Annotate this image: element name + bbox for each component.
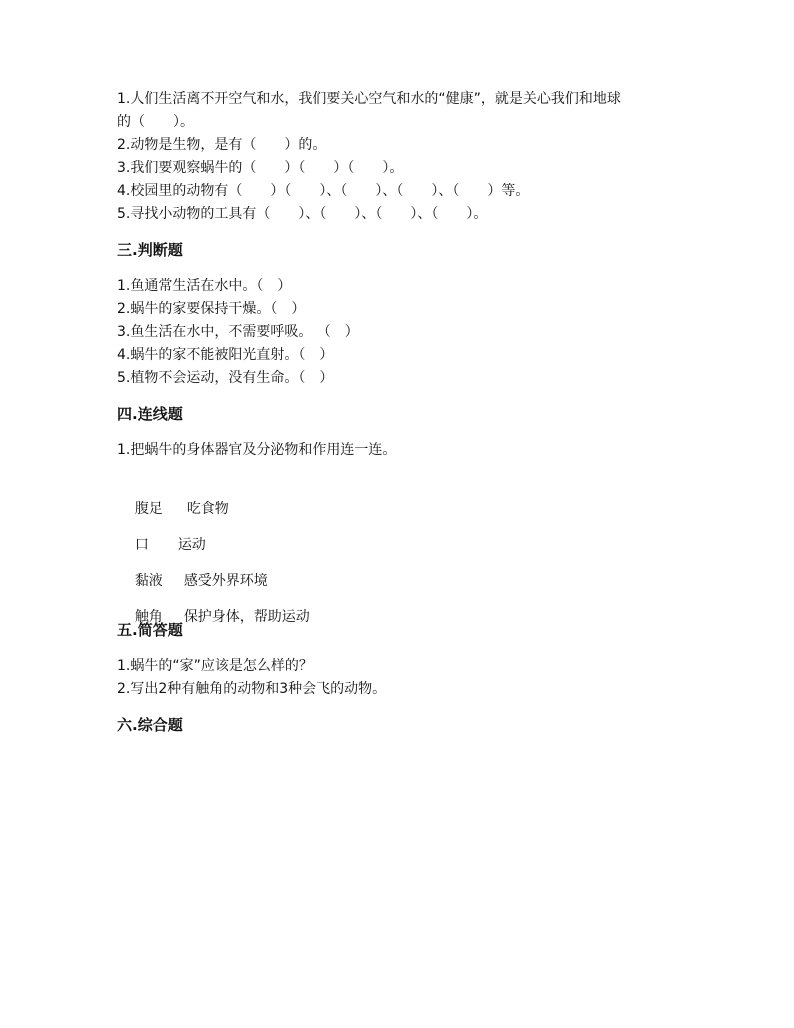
matching-right: 感受外界环境 (183, 573, 268, 589)
fill-blank-item-1-cont: 的（ ）。 (117, 114, 194, 130)
true-false-item-2: 2.蜗牛的家要保持干燥。（ ） (117, 301, 306, 317)
matching-question: 1.把蜗牛的身体器官及分泌物和作用连一连。 (117, 442, 397, 458)
true-false-section (117, 275, 717, 390)
matching-left: 黏液 (134, 573, 163, 589)
matching-left: 腹足 (134, 501, 163, 517)
matching-right: 吃食物 (186, 501, 229, 517)
true-false-item-1: 1.鱼通常生活在水中。（ ） (117, 278, 292, 294)
matching-right: 保护身体，帮助运动 (183, 609, 310, 625)
true-false-item-5: 5.植物不会运动，没有生命。（ ） (117, 370, 334, 386)
short-answer-item-2: 2.写出2种有触角的动物和3种会飞的动物。 (117, 681, 387, 697)
section-5-title: 五.简答题 (117, 621, 183, 639)
fill-blank-item-4: 4.校园里的动物有（ ）（ ）、（ ）、（ ）、（ ）等。 (117, 183, 530, 199)
fill-blank-item-5: 5.寻找小动物的工具有（ ）、（ ）、（ ）、（ ）。 (117, 206, 488, 222)
fill-blank-item-1: 1.人们生活离不开空气和水，我们要关心空气和水的“健康”，就是关心我们和地球 (117, 91, 621, 107)
true-false-item-4: 4.蜗牛的家不能被阳光直射。（ ） (117, 347, 334, 363)
matching-pair-1 (117, 475, 717, 517)
matching-left: 口 (134, 537, 149, 553)
section-3-title: 三.判断题 (117, 241, 183, 259)
true-false-item-3: 3.鱼生活在水中，不需要呼吸。 （ ） (117, 324, 359, 340)
fill-blank-section (117, 88, 717, 226)
matching-pair-3 (117, 547, 717, 589)
fill-blank-item-2: 2.动物是生物，是有（ ）的。 (117, 137, 327, 153)
section-6-title: 六.综合题 (117, 716, 183, 734)
short-answer-item-1: 1.蜗牛的“家”应该是怎么样的？ (117, 658, 313, 674)
fill-blank-item-3: 3.我们要观察蜗牛的（ ）（ ）（ ）。 (117, 160, 404, 176)
short-answer-section (117, 655, 717, 701)
matching-left: 触角 (134, 609, 163, 625)
worksheet-page (117, 88, 717, 737)
section-4-title: 四.连线题 (117, 405, 183, 423)
matching-right: 运动 (177, 537, 206, 553)
